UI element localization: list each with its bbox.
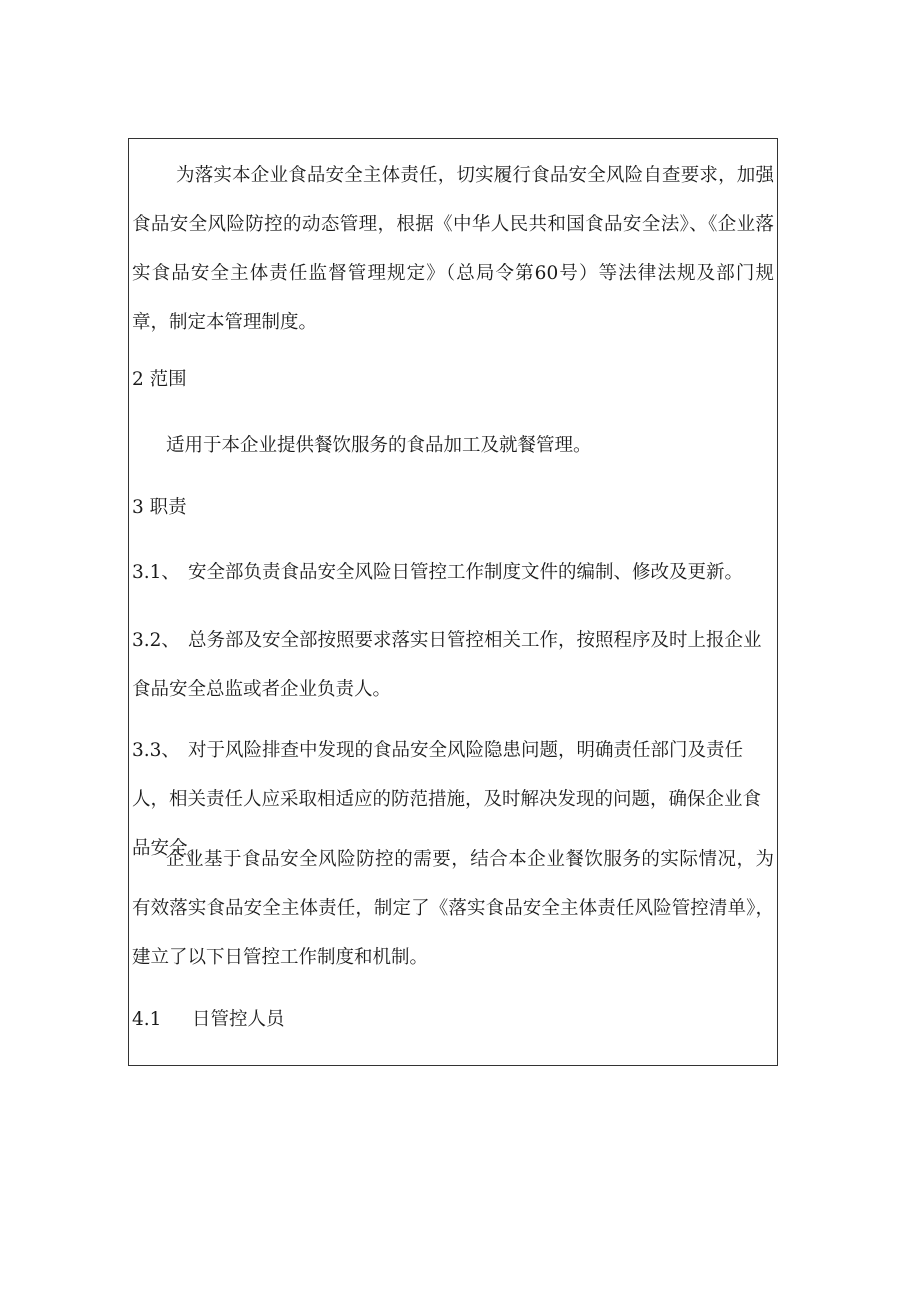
subsection-number: 4.1 xyxy=(132,1009,162,1030)
section-4-intro: 企业基于食品安全风险防控的需要，结合本企业餐饮服务的实际情况，为有效落实食品安全主体责任，制定了《落实食品安全主体责任风险管控清单》，建立了以下日管控工作制度和机制。 xyxy=(132,849,774,968)
content-frame xyxy=(128,138,778,1066)
section-3-item-2 xyxy=(132,616,774,714)
intro-paragraph: 为落实本企业食品安全主体责任，切实履行食品安全风险自查要求，加强食品安全风险防控的动态管理，根据《中华人民共和国食品安全法》、《企业落实食品安全主体责任监督管理规定》（总局令第60号）等法律法规及部门规章，制定本管理制度。 xyxy=(132,165,774,333)
item-number: 3.2、 xyxy=(132,630,180,651)
item-text: 对于风险排查中发现的食品安全风险隐患问题，明确责任部门及责任人，相关责任人应采取相适应的防范措施，及时解决发现的问题，确保企业食品安全。 xyxy=(132,740,762,859)
section-2-text: 适用于本企业提供餐饮服务的食品加工及就餐管理。 xyxy=(166,435,592,456)
item-text: 总务部及安全部按照要求落实日管控相关工作，按照程序及时上报企业食品安全总监或者企业负责人。 xyxy=(132,630,762,700)
item-text: 安全部负责食品安全风险日管控工作制度文件的编制、修改及更新。 xyxy=(188,562,744,583)
section-3-heading: 3 职责 xyxy=(132,497,187,518)
subsection-title: 日管控人员 xyxy=(192,1009,285,1030)
item-number: 3.3、 xyxy=(132,740,180,761)
section-4-1-heading xyxy=(132,1005,774,1035)
section-3-item-1 xyxy=(132,548,774,597)
section-2-heading: 2 范围 xyxy=(132,369,187,390)
item-number: 3.1、 xyxy=(132,562,180,583)
